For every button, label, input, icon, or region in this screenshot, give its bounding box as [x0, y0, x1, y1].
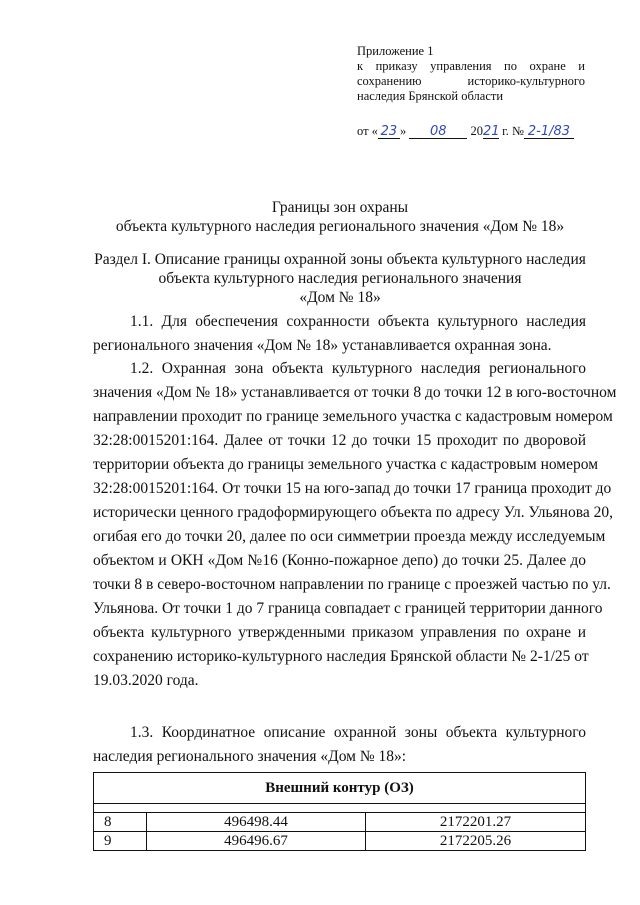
order-month: 08: [430, 124, 447, 139]
order-year-suffix: 21: [482, 124, 500, 139]
appendix-line: наследия Брянской области: [357, 89, 504, 103]
paragraph-line: Ульянова. От точки 1 до 7 граница совпадает с границей территории данного: [93, 600, 603, 617]
section-heading: [80, 250, 600, 307]
appendix-block: [357, 44, 585, 104]
paragraph-line: точки 8 в северо-восточном направлении по границе с проезжей частью по ул.: [93, 576, 611, 593]
appendix-line: сохранению историко-культурного: [357, 74, 585, 88]
table-spacer-row: [94, 804, 586, 813]
order-number: 2-1/83: [527, 124, 571, 139]
title-line: объекта культурного наследия регионального значения «Дом № 18»: [115, 218, 565, 235]
table-header: Внешний контур (ОЗ): [94, 773, 586, 804]
appendix-title: Приложение 1: [357, 44, 434, 58]
paragraph-line: объектом и ОКН «Дом №16 (Конно-пожарное депо) до точки 25. Далее до: [93, 552, 586, 569]
paragraph-line: территории объекта до границы земельного участка с кадастровым номером: [93, 456, 599, 473]
order-date-number: [357, 124, 574, 139]
table-row: [94, 832, 586, 851]
paragraph-line: 32:28:0015201:164. От точки 15 на юго-запад до точки 17 граница проходит до: [93, 480, 612, 497]
order-year-prefix: 20: [470, 124, 483, 138]
paragraph-line: 1.1. Для обеспечения сохранности объекта культурного наследия: [130, 313, 586, 330]
order-prefix: от «: [357, 124, 378, 138]
point-number: 9: [94, 832, 147, 851]
coordinate-y: 2172201.27: [366, 813, 586, 832]
appendix-line: к приказу управления по охране и: [357, 59, 585, 73]
paragraph-line: 1.3. Координатное описание охранной зоны объекта культурного: [130, 724, 586, 741]
section-line: объекта культурного наследия регионального значения: [158, 270, 522, 287]
paragraph-1-1: [93, 310, 586, 358]
paragraph-line: объекта культурного утвержденными приказом управления по охране и: [93, 624, 586, 641]
paragraph-line: 19.03.2020 года.: [93, 672, 199, 689]
paragraph-1-2: [93, 357, 617, 693]
order-sep: »: [399, 124, 407, 138]
order-day-field: [378, 125, 400, 139]
paragraph-1-3: [93, 721, 586, 769]
section-line: «Дом № 18»: [299, 289, 381, 306]
paragraph-line: 32:28:0015201:164. Далее от точки 12 до точки 15 проходит по дворовой: [93, 432, 586, 449]
paragraph-line: регионального значения «Дом № 18» устанавливается охранная зона.: [93, 337, 552, 354]
coordinate-x: 496496.67: [147, 832, 366, 851]
paragraph-line: направлении проходит по границе земельного участка с кадастровым номером: [93, 408, 613, 425]
document-title: [80, 198, 600, 236]
order-day: 23: [380, 124, 398, 139]
table-row: [94, 813, 586, 832]
point-number: 8: [94, 813, 147, 832]
paragraph-line: сохранению историко-культурного наследия Брянской области № 2-1/25 от: [93, 648, 589, 665]
order-year-field: [483, 125, 499, 139]
order-number-field: [524, 125, 574, 139]
order-number-label: г. №: [502, 124, 524, 138]
order-month-field: [409, 125, 467, 139]
coordinate-y: 2172205.26: [366, 832, 586, 851]
table-header-row: [94, 773, 586, 804]
coordinate-x: 496498.44: [147, 813, 366, 832]
paragraph-line: значения «Дом № 18» устанавливается от точки 8 до точки 12 в юго-восточном: [93, 384, 617, 401]
paragraph-line: исторически ценного градоформирующего объекта по адресу Ул. Ульянова 20,: [93, 504, 613, 521]
paragraph-line: огибая его до точки 20, далее по оси симметрии проезда между исследуемым: [93, 528, 606, 545]
paragraph-line: наследия регионального значения «Дом № 18»:: [93, 748, 407, 765]
coordinates-table: [93, 772, 586, 851]
paragraph-line: 1.2. Охранная зона объекта культурного наследия регионального: [130, 360, 586, 377]
title-line: Границы зон охраны: [271, 199, 409, 216]
section-line: Раздел I. Описание границы охранной зоны объекта культурного наследия: [94, 251, 586, 268]
